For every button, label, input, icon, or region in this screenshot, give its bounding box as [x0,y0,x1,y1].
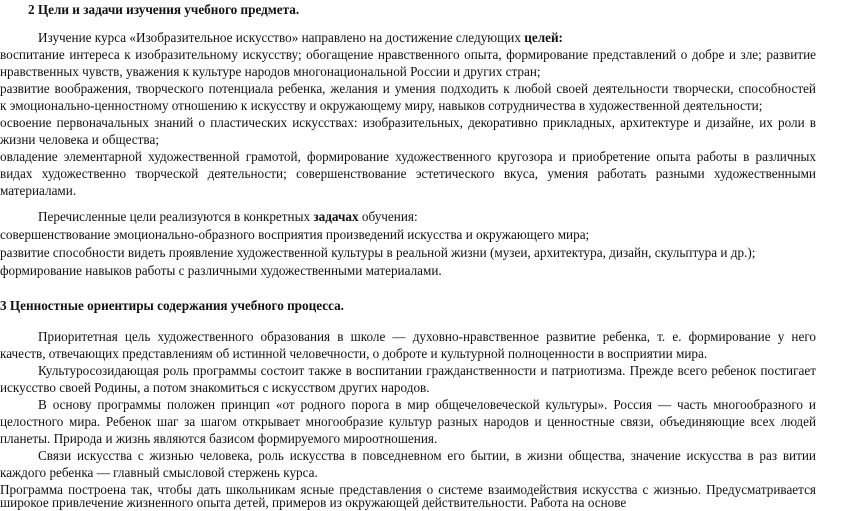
task-line: совершенствование эмоционально-образного восприятия произведений искусства и окружающего мира; [0,227,590,242]
goal-line: воспитание интереса к изобразительному искусству; обогащение нравственного опыта, формирование представлений о добре и зле; развитие [0,47,816,62]
goals-intro-bold: целей: [524,30,563,45]
tasks-intro-bold: задачах [313,209,359,224]
goal-line: развитие воображения, творческого потенциала ребенка, желания и умения подходить к любой своей деятельности творчески, способностей [0,81,816,96]
goals-intro-text: Изучение курса «Изобразительное искусство» направлено на достижение следующих [38,30,525,45]
values-line: планеты. Природа и жизнь являются базисом формируемого мироотношения. [0,431,438,446]
values-line: Программа построена так, чтобы дать школьникам ясные представления о системе взаимодействия искусства с жизнью. Предусматривается [0,482,816,497]
section-3-heading: 3 Ценностные ориентиры содержания учебного процесса. [0,298,344,313]
values-line: В основу программы положен принцип «от родного порога в мир общечеловеческой культуры». Россия — часть многообразного и [38,397,816,412]
goal-line: видах художественно творческой деятельности; совершенствование эстетического вкуса, умения работать разными художественными [0,166,816,181]
values-line: каждого ребенка — главный смысловой стержень курса. [0,465,318,480]
values-line: качеств, отвечающих представлениям об истинной человечности, о доброте и культурной полноценности в восприятии мира. [0,346,708,361]
values-line: широкое привлечение жизненного опыта детей, примеров из окружающей действительности. Работа на основе [0,495,627,510]
values-line: Культуросозидающая роль программы состоит также в воспитании гражданственности и патриотизма. Прежде всего ребенок постигает [38,363,816,378]
task-line: развитие способности видеть проявление художественной культуры в реальной жизни (музеи, архитектура, дизайн, скульптура и др.); [0,245,756,260]
values-line: Приоритетная цель художественного образования в школе — духовно-нравственное развитие ребенка, т. е. формирование у него [38,329,816,344]
section-2-heading: 2 Цели и задачи изучения учебного предмета. [28,2,300,17]
goal-line: нравственных чувств, уважения к культуре народов многонациональной России и других стран; [0,64,541,79]
tasks-intro [38,208,816,225]
values-line: искусство своей Родины, а потом знакомиться с искусством других народов. [0,380,430,395]
values-line: Связи искусства с жизнью человека, роль искусства в повседневном его бытии, в жизни общества, значение искусства в раз витии [38,448,816,463]
goals-intro [38,29,816,46]
goal-line: материалами. [0,183,77,198]
goal-line: овладение элементарной художественной грамотой, формирование художественного кругозора и приобретение опыта работы в различных [0,149,816,164]
goal-line: к эмоционально-ценностному отношению к искусству и окружающему миру, навыков сотрудничества в художественной деятельности; [0,98,763,113]
values-line: целостного мира. Ребенок шаг за шагом открывает многообразие культур разных народов и ценностные связи, объединяющие всех людей [0,414,816,429]
goal-line: жизни человека и общества; [0,132,159,147]
task-line: формирование навыков работы с различными художественными материалами. [0,263,442,278]
tasks-intro-tail: обучения: [358,209,418,224]
goal-line: освоение первоначальных знаний о пластических искусствах: изобразительных, декоративно прикладных, архитектуре и дизайне, их роли в [0,115,816,130]
tasks-intro-text: Перечисленные цели реализуются в конкретных [38,209,314,224]
